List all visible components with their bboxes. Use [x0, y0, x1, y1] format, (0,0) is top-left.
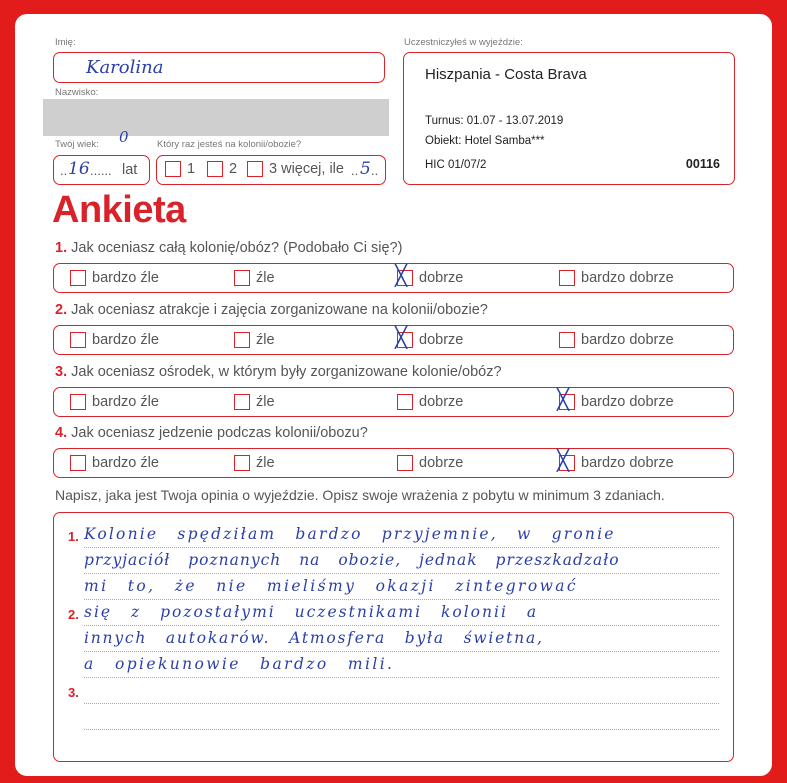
option-label: bardzo źle	[92, 332, 159, 348]
age-field[interactable]	[53, 155, 150, 185]
option-label: bardzo źle	[92, 455, 159, 471]
option-4[interactable]	[557, 448, 674, 472]
essay-handwritten-line: mi to, że nie mieliśmy okazji zintegrować	[84, 577, 578, 595]
essay-handwritten-line: innych autokarów. Atmosfera była świetna,	[84, 629, 544, 647]
trip-destination: Hiszpania - Costa Brava	[425, 66, 587, 83]
trip-number: 00116	[685, 157, 720, 171]
times-field	[156, 155, 386, 185]
option-4[interactable]	[557, 387, 674, 411]
name-label: Imię:	[55, 37, 76, 48]
times-option-2[interactable]	[207, 161, 237, 177]
checkbox[interactable]	[234, 332, 250, 348]
option-label: źle	[256, 270, 275, 286]
question-label: Jak oceniasz jedzenie podczas kolonii/obozu?	[71, 425, 368, 441]
checkbox[interactable]	[557, 387, 575, 411]
essay-ruled-line	[84, 547, 719, 548]
essay-ruled-line	[84, 599, 719, 600]
option-label: dobrze	[419, 394, 464, 410]
essay-handwritten-line: się z pozostałymi uczestnikami kolonii a	[84, 603, 539, 621]
trip-turnus: Turnus: 01.07 - 13.07.2019	[425, 115, 564, 127]
times-value: 5	[360, 159, 371, 179]
checkbox[interactable]	[234, 455, 250, 471]
trip-obiekt: Obiekt: Hotel Samba***	[425, 135, 545, 147]
check-mark-icon: ╳	[395, 325, 408, 349]
option-label: dobrze	[419, 270, 464, 286]
name-value: Karolina	[86, 57, 164, 78]
essay-ruled-line	[84, 729, 719, 730]
essay-handwritten-line: przyjaciół poznanych na obozie, jednak przeszkadzało	[84, 551, 620, 569]
essay-ruled-line	[84, 573, 719, 574]
question-number: 3.	[55, 364, 68, 380]
question-1-text	[55, 240, 402, 256]
essay-ruled-line	[84, 677, 719, 678]
option-2[interactable]	[234, 270, 275, 286]
times-dots-after: ..	[371, 163, 379, 178]
question-label: Jak oceniasz całą kolonię/obóz? (Podobało Ci się?)	[71, 240, 403, 256]
trip-code: HIC 01/07/2	[425, 159, 487, 171]
question-4-text	[55, 425, 368, 441]
option-3[interactable]	[397, 394, 463, 410]
checkbox[interactable]	[70, 455, 86, 471]
essay-number: 1.	[68, 529, 79, 544]
times-label: Który raz jesteś na kolonii/obozie?	[157, 139, 302, 150]
checkbox[interactable]	[557, 448, 575, 472]
question-2-options	[53, 325, 734, 355]
option-2[interactable]	[234, 455, 275, 471]
essay-box[interactable]	[53, 512, 734, 762]
age-dots-before: ..	[60, 163, 68, 178]
question-label: Jak oceniasz atrakcje i zajęcia zorganizowane na kolonii/obozie?	[71, 302, 488, 318]
checkbox[interactable]	[70, 394, 86, 410]
question-4-options	[53, 448, 734, 478]
option-label: bardzo źle	[92, 270, 159, 286]
times-dots-before: ..	[351, 163, 359, 178]
question-number: 4.	[55, 425, 68, 441]
option-1[interactable]	[70, 270, 159, 286]
checkbox[interactable]	[234, 270, 250, 286]
essay-ruled-line	[84, 625, 719, 626]
checkbox[interactable]	[70, 270, 86, 286]
page-title: Ankieta	[52, 189, 186, 231]
option-2[interactable]	[234, 332, 275, 348]
question-number: 2.	[55, 302, 68, 318]
participant-label: Uczestniczyłeś w wyjeździe:	[404, 37, 523, 48]
check-mark-icon: ╳	[395, 263, 408, 287]
checkbox[interactable]	[234, 394, 250, 410]
checkbox[interactable]	[559, 332, 575, 348]
times-option-label: 3 więcej, ile	[269, 161, 344, 177]
essay-handwritten-line: Kolonie spędziłam bardzo przyjemnie, w gronie	[84, 525, 616, 543]
checkbox[interactable]	[395, 263, 413, 287]
option-4[interactable]	[559, 270, 674, 286]
age-value: 16	[68, 159, 90, 179]
check-mark-icon: ╳	[557, 448, 570, 472]
option-label: dobrze	[419, 455, 464, 471]
option-label: bardzo dobrze	[581, 455, 674, 471]
option-label: bardzo dobrze	[581, 332, 674, 348]
option-1[interactable]	[70, 394, 159, 410]
checkbox[interactable]	[397, 394, 413, 410]
trip-box	[403, 52, 735, 185]
question-3-options	[53, 387, 734, 417]
check-mark-icon: ╳	[557, 387, 570, 411]
question-number: 1.	[55, 240, 68, 256]
checkbox[interactable]	[207, 161, 223, 177]
question-3-text	[55, 364, 502, 380]
option-label: bardzo dobrze	[581, 270, 674, 286]
option-label: bardzo dobrze	[581, 394, 674, 410]
option-label: źle	[256, 455, 275, 471]
opinion-prompt: Napisz, jaka jest Twoja opinia o wyjeździe. Opisz swoje wrażenia z pobytu w minimum 3 zdaniach.	[55, 487, 665, 503]
question-1-options	[53, 263, 734, 293]
checkbox[interactable]	[559, 270, 575, 286]
checkbox[interactable]	[165, 161, 181, 177]
question-2-text	[55, 302, 488, 318]
age-unit: lat	[122, 162, 138, 178]
times-option-label: 1	[187, 161, 196, 177]
essay-handwritten-line: a opiekunowie bardzo mili.	[84, 655, 395, 673]
option-4[interactable]	[559, 332, 674, 348]
option-1[interactable]	[70, 332, 159, 348]
checkbox[interactable]	[395, 325, 413, 349]
essay-number: 2.	[68, 607, 79, 622]
essay-number: 3.	[68, 685, 79, 700]
age-label: Twój wiek:	[55, 139, 99, 150]
age-scribble: 0	[119, 128, 129, 146]
surname-redacted	[43, 99, 389, 136]
option-3[interactable]	[395, 263, 464, 287]
surname-label: Nazwisko:	[55, 87, 99, 98]
checkbox[interactable]	[247, 161, 263, 177]
age-dots-after: ......	[90, 163, 112, 178]
checkbox[interactable]	[397, 455, 413, 471]
times-option-1[interactable]	[165, 161, 195, 177]
option-2[interactable]	[234, 394, 275, 410]
essay-ruled-line	[84, 703, 719, 704]
option-label: źle	[256, 332, 275, 348]
times-option-label: 2	[229, 161, 238, 177]
checkbox[interactable]	[70, 332, 86, 348]
option-1[interactable]	[70, 455, 159, 471]
essay-ruled-line	[84, 651, 719, 652]
option-3[interactable]	[397, 455, 463, 471]
question-label: Jak oceniasz ośrodek, w którym były zorganizowane kolonie/obóz?	[71, 364, 502, 380]
option-label: dobrze	[419, 332, 464, 348]
option-3[interactable]	[395, 325, 464, 349]
option-label: bardzo źle	[92, 394, 159, 410]
times-option-3[interactable]	[247, 161, 344, 177]
option-label: źle	[256, 394, 275, 410]
name-field[interactable]	[53, 52, 385, 83]
